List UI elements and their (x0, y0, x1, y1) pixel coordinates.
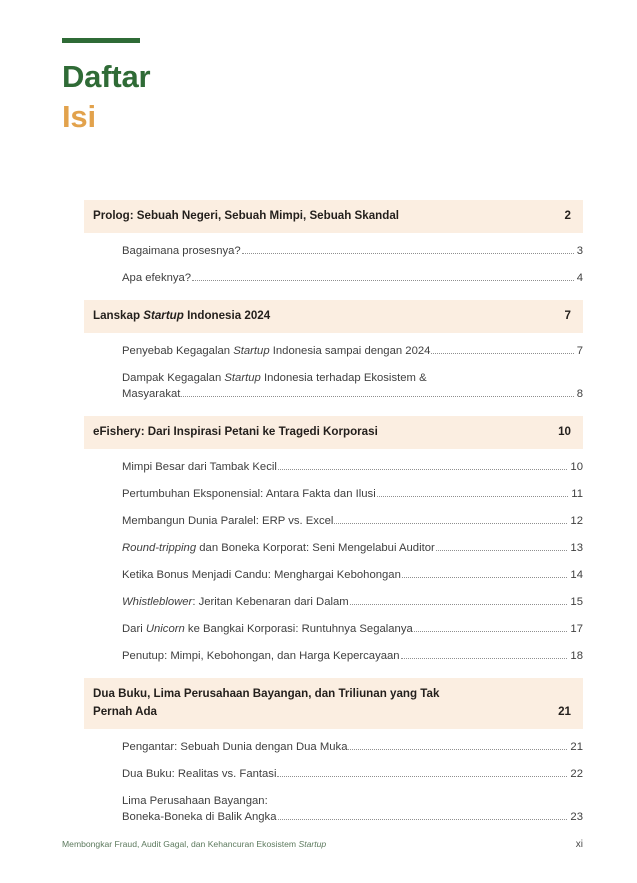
toc-entry-label-emphasis: Unicorn (145, 623, 185, 636)
dot-leader (277, 775, 567, 777)
toc-entry-line-2-row (122, 809, 583, 825)
toc-section (84, 200, 583, 300)
toc-entry-label-pre: Dampak Kegagalan (122, 372, 225, 385)
toc-entry[interactable] (122, 621, 583, 637)
toc-entry-label-pre: Dari (122, 623, 146, 636)
footer-text-emphasis: Startup (298, 839, 327, 849)
toc-entry-label-line-2: Masyarakat (122, 388, 181, 401)
toc-section-title (93, 685, 553, 721)
dot-leader (181, 395, 573, 397)
toc-section-header[interactable] (84, 300, 583, 333)
page-footer (62, 839, 583, 850)
toc-entry-label: Ketika Bonus Menjadi Candu: Menghargai Kebohongan (122, 569, 401, 582)
dot-leader (278, 818, 568, 820)
toc-entry-label-emphasis: Startup (233, 345, 270, 357)
toc-entry-label-post: dan Boneka Korporat: Seni Mengelabui Auditor (196, 542, 435, 555)
toc-entry[interactable] (122, 243, 583, 259)
toc-section-page: 2 (564, 209, 571, 222)
toc-entry[interactable] (122, 459, 583, 475)
dot-leader (334, 522, 567, 524)
toc-entry[interactable] (122, 343, 583, 359)
toc-section-title: eFishery: Dari Inspirasi Petani ke Tragedi Korporasi (93, 425, 378, 439)
footer-book-subtitle (62, 839, 326, 849)
toc-entry-list (84, 333, 583, 416)
footer-text-pre: Membongkar Fraud, Audit Gagal, dan Kehancuran Ekosistem (62, 839, 299, 849)
dot-leader (401, 657, 568, 659)
toc-section-page: 21 (558, 705, 571, 719)
toc-section-title-post: Indonesia 2024 (183, 309, 271, 323)
toc-entry-list (84, 729, 583, 839)
toc-entry-list (84, 449, 583, 678)
toc-section-page: 7 (564, 309, 571, 323)
toc-entry-page: 14 (570, 569, 583, 582)
toc-entry-label-post: Indonesia terhadap Ekosistem & (260, 372, 427, 385)
toc-entry[interactable] (122, 793, 583, 825)
toc-section-title-line-1: Dua Buku, Lima Perusahaan Bayangan, dan Triliunan yang Tak (93, 687, 440, 701)
toc-entry-page: 22 (570, 768, 583, 781)
toc-entry-label-pre: Penyebab Kegagalan (122, 345, 234, 357)
dot-leader (377, 495, 569, 497)
toc-section-header[interactable] (84, 416, 583, 449)
table-of-contents (84, 200, 583, 839)
toc-entry-label-emphasis: Startup (224, 372, 261, 385)
toc-entry-page: 18 (570, 650, 583, 663)
title-rule-divider (62, 38, 140, 43)
toc-entry-label: Penutup: Mimpi, Kebohongan, dan Harga Kepercayaan (122, 650, 400, 663)
toc-entry-label-post: Indonesia sampai dengan 2024 (269, 345, 431, 357)
toc-section-title-emphasis: Startup (143, 309, 184, 323)
toc-entry-label-emphasis: Whistleblower (122, 596, 193, 609)
toc-entry-label-post: : Jeritan Kebenaran dari Dalam (192, 596, 349, 609)
page-title-block (62, 38, 482, 138)
toc-entry-page: 3 (576, 244, 583, 257)
dot-leader (242, 252, 574, 254)
dot-leader (278, 468, 568, 470)
page-title-line-2: Isi (62, 99, 96, 135)
dot-leader (431, 352, 573, 354)
toc-entry-label-emphasis: Round-tripping (122, 542, 197, 555)
toc-section-title-line-2: Pernah Ada (93, 705, 157, 719)
toc-entry-page: 23 (570, 811, 583, 824)
toc-entry-label: Apa efeknya? (122, 272, 192, 284)
toc-entry-list (84, 233, 583, 300)
dot-leader (402, 576, 568, 578)
toc-entry-page: 17 (570, 623, 583, 636)
toc-entry[interactable] (122, 370, 583, 402)
toc-entry[interactable] (122, 594, 583, 610)
toc-entry[interactable] (122, 270, 583, 286)
toc-entry-page: 15 (570, 596, 583, 609)
dot-leader (436, 549, 568, 551)
toc-entry-label-line-1: Lima Perusahaan Bayangan: (122, 795, 268, 808)
footer-page-number: xi (575, 839, 583, 850)
toc-section-header[interactable] (84, 678, 583, 729)
toc-entry-label (122, 594, 349, 610)
toc-entry-label: Pertumbuhan Eksponensial: Antara Fakta dan Ilusi (122, 488, 376, 501)
dot-leader (350, 603, 568, 605)
toc-entry[interactable] (122, 486, 583, 502)
toc-section (84, 416, 583, 678)
toc-entry-page: 7 (576, 345, 583, 357)
toc-entry[interactable] (122, 567, 583, 583)
toc-section-header[interactable] (84, 200, 583, 233)
toc-section-title-pre: Lanskap (93, 309, 144, 323)
toc-entry-label-post: ke Bangkai Korporasi: Runtuhnya Segalanya (184, 623, 413, 636)
toc-entry-label: Bagaimana prosesnya? (122, 244, 241, 257)
toc-entry-page: 8 (576, 388, 583, 401)
toc-section (84, 678, 583, 839)
toc-section-title (93, 307, 553, 325)
toc-entry-label-line-2: Boneka-Boneka di Balik Angka (122, 811, 277, 824)
dot-leader (192, 279, 574, 281)
toc-entry-page: 4 (576, 272, 583, 284)
toc-entry-label (122, 621, 413, 637)
toc-entry-label: Pengantar: Sebuah Dunia dengan Dua Muka (122, 741, 348, 754)
toc-entry-page: 13 (570, 542, 583, 555)
toc-entry-label: Dua Buku: Realitas vs. Fantasi (122, 768, 277, 781)
toc-entry-label (122, 343, 430, 359)
toc-entry-line-2-row (122, 386, 583, 402)
toc-entry[interactable] (122, 540, 583, 556)
toc-section (84, 300, 583, 416)
toc-section-title: Prolog: Sebuah Negeri, Sebuah Mimpi, Sebuah Skandal (93, 209, 400, 222)
toc-section-page: 10 (558, 425, 571, 439)
page-title-line-1: Daftar (62, 59, 151, 94)
toc-entry-page: 11 (571, 488, 583, 501)
toc-entry-label: Membangun Dunia Paralel: ERP vs. Excel (122, 515, 334, 528)
toc-entry-label: Mimpi Besar dari Tambak Kecil (122, 461, 277, 474)
dot-leader (414, 630, 568, 632)
toc-entry-page: 10 (570, 461, 583, 474)
toc-entry[interactable] (122, 513, 583, 529)
toc-entry[interactable] (122, 766, 583, 782)
toc-entry[interactable] (122, 648, 583, 664)
toc-entry-page: 21 (570, 741, 583, 754)
toc-entry[interactable] (122, 739, 583, 755)
toc-entry-label-line-1 (122, 370, 583, 386)
toc-entry-page: 12 (570, 515, 583, 528)
toc-entry-label (122, 540, 435, 556)
dot-leader (348, 748, 567, 750)
